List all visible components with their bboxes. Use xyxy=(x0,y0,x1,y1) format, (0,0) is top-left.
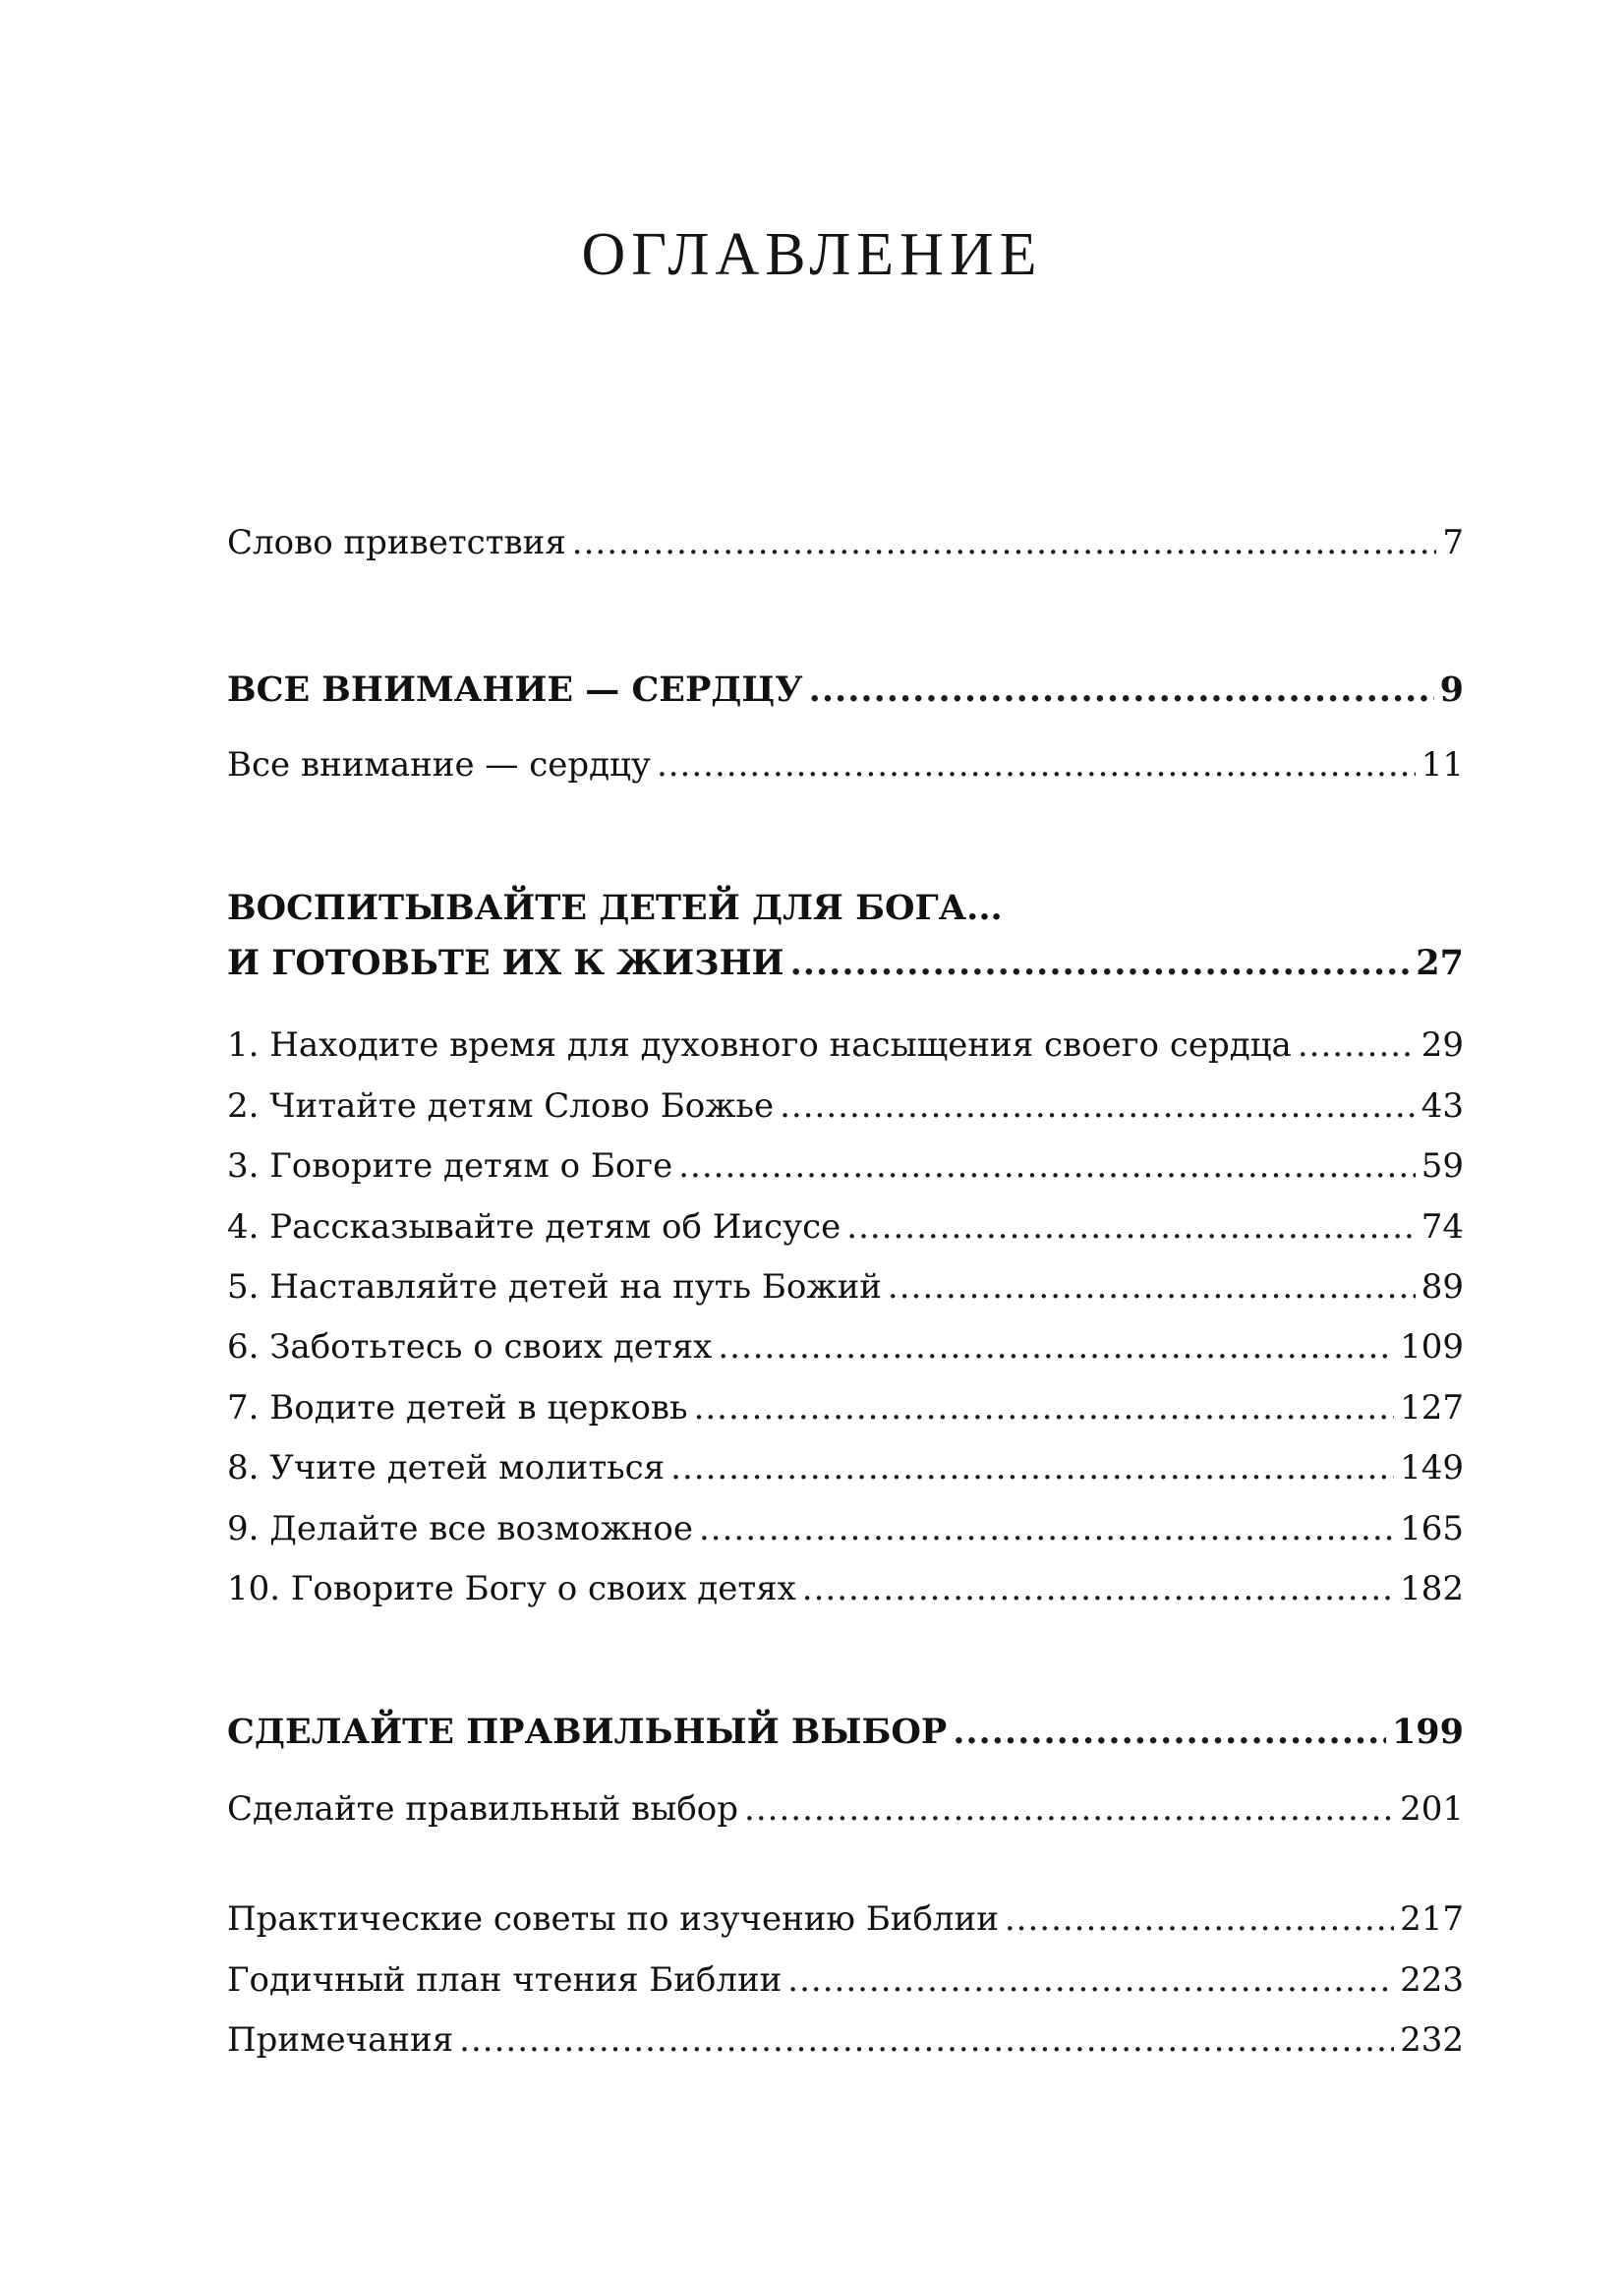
toc-entry-page: 165 xyxy=(1400,1509,1464,1548)
toc-part-1[interactable] xyxy=(227,671,1464,710)
toc-leader-dots xyxy=(790,944,1411,983)
toc-entry-label: Практические советы по изучению Библии xyxy=(227,1899,999,1939)
toc-entry-label: 6. Заботьтесь о своих детях xyxy=(227,1327,713,1367)
toc-entry-label: 8. Учите детей молиться xyxy=(227,1448,666,1487)
toc-part-label: ВСЕ ВНИМАНИЕ — СЕРДЦУ xyxy=(227,670,803,710)
toc-entry-page: 11 xyxy=(1421,745,1464,785)
toc-entry-page: 109 xyxy=(1400,1327,1464,1367)
toc-leader-dots xyxy=(694,1388,1395,1428)
toc-leader-dots xyxy=(1298,1025,1416,1065)
toc-part-2-label-line1: ВОСПИТЫВАЙТЕ ДЕТЕЙ ДЛЯ БОГА... xyxy=(227,888,1003,928)
toc-entry-page: 7 xyxy=(1442,523,1464,562)
toc-entry-label: Годичный план чтения Библии xyxy=(227,1960,783,2000)
toc-entry-label: 3. Говорите детям о Боге xyxy=(227,1146,673,1186)
toc-part-label: И ГОТОВЬТЕ ИХ К ЖИЗНИ xyxy=(227,943,784,983)
toc-entry-page: 89 xyxy=(1421,1267,1464,1307)
toc-part-page: 27 xyxy=(1416,943,1464,983)
toc-leader-dots xyxy=(888,1267,1416,1307)
toc-entry-label: Сделайте правильный выбор xyxy=(227,1789,739,1829)
toc-entry-page: 59 xyxy=(1421,1146,1464,1186)
toc-leader-dots xyxy=(572,523,1437,562)
toc-leader-dots xyxy=(953,1713,1386,1752)
toc-entry-page: 217 xyxy=(1400,1899,1464,1939)
toc-leader-dots xyxy=(718,1327,1394,1367)
toc-entry-page: 127 xyxy=(1400,1388,1464,1428)
toc-entry-page: 43 xyxy=(1421,1086,1464,1126)
toc-entry-part3-chapter[interactable] xyxy=(227,1789,1464,1829)
toc-leader-dots xyxy=(744,1789,1394,1829)
toc-entry-page: 232 xyxy=(1400,2020,1464,2060)
toc-entry-appendix-2[interactable] xyxy=(227,1960,1464,2000)
toc-part-page: 9 xyxy=(1439,670,1464,710)
toc-entry-part1-chapter[interactable] xyxy=(227,745,1464,785)
toc-part-2[interactable] xyxy=(227,944,1464,983)
toc-entry-label: 10. Говорите Богу о своих детях xyxy=(227,1569,796,1608)
toc-entry-chapter-7[interactable] xyxy=(227,1388,1464,1428)
toc-part-3[interactable] xyxy=(227,1713,1464,1752)
toc-entry-page: 29 xyxy=(1421,1025,1464,1065)
toc-part-label: СДЕЛАЙТЕ ПРАВИЛЬНЫЙ ВЫБОР xyxy=(227,1712,948,1752)
toc-part-page: 199 xyxy=(1391,1712,1464,1752)
toc-entry-label: Слово приветствия xyxy=(227,523,566,562)
toc-entry-chapter-6[interactable] xyxy=(227,1327,1464,1367)
toc-entry-chapter-10[interactable] xyxy=(227,1569,1464,1608)
toc-leader-dots xyxy=(846,1207,1415,1247)
toc-entry-label: 7. Водите детей в церковь xyxy=(227,1388,688,1428)
toc-entry-intro[interactable] xyxy=(227,523,1464,562)
toc-leader-dots xyxy=(699,1509,1394,1548)
toc-leader-dots xyxy=(802,1569,1394,1608)
toc-entry-label: 9. Делайте все возможное xyxy=(227,1509,693,1548)
toc-leader-dots xyxy=(657,745,1416,785)
toc-entry-page: 149 xyxy=(1400,1448,1464,1487)
toc-entry-appendix-3[interactable] xyxy=(227,2020,1464,2060)
toc-leader-dots xyxy=(809,671,1434,710)
toc-entry-label: Примечания xyxy=(227,2020,454,2060)
toc-entry-chapter-9[interactable] xyxy=(227,1509,1464,1548)
toc-entry-chapter-2[interactable] xyxy=(227,1086,1464,1126)
page-title: ОГЛАВЛЕНИЕ xyxy=(581,221,1043,288)
toc-entry-label: 1. Находите время для духовного насыщения своего сердца xyxy=(227,1025,1292,1065)
toc-entry-chapter-5[interactable] xyxy=(227,1267,1464,1307)
toc-entry-label: Все внимание — сердцу xyxy=(227,745,651,785)
toc-leader-dots xyxy=(780,1086,1416,1126)
toc-entry-label: 5. Наставляйте детей на путь Божий xyxy=(227,1267,882,1307)
toc-entry-page: 182 xyxy=(1400,1569,1464,1608)
toc-leader-dots xyxy=(459,2020,1394,2060)
toc-leader-dots xyxy=(787,1960,1394,2000)
toc-leader-dots xyxy=(678,1146,1415,1186)
toc-entry-label: 2. Читайте детям Слово Божье xyxy=(227,1086,775,1126)
toc-entry-page: 223 xyxy=(1400,1960,1464,2000)
toc-entry-chapter-8[interactable] xyxy=(227,1448,1464,1487)
toc-entry-chapter-4[interactable] xyxy=(227,1207,1464,1247)
toc-entry-page: 74 xyxy=(1421,1207,1464,1247)
toc-entry-label: 4. Рассказывайте детям об Иисусе xyxy=(227,1207,841,1247)
toc-leader-dots xyxy=(1005,1899,1394,1939)
toc-entry-chapter-1[interactable] xyxy=(227,1025,1464,1065)
toc-entry-appendix-1[interactable] xyxy=(227,1899,1464,1939)
toc-leader-dots xyxy=(670,1448,1394,1487)
toc-entry-page: 201 xyxy=(1400,1789,1464,1829)
toc-entry-chapter-3[interactable] xyxy=(227,1146,1464,1186)
